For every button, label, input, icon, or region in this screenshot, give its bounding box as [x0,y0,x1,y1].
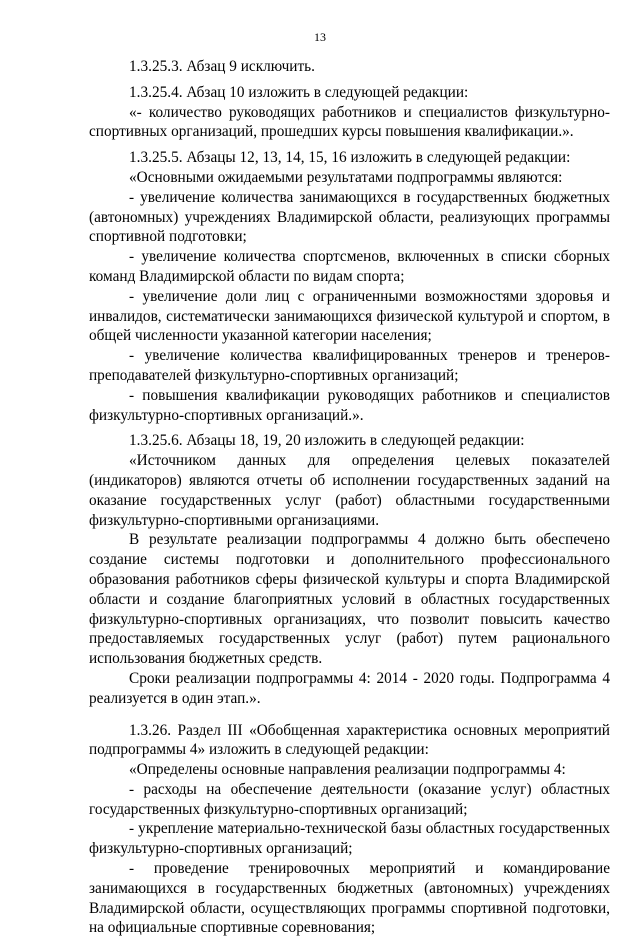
quoted-text: «Источником данных для определения целевых показателей (индикаторов) являются отчеты об исполнении государственных заданий на оказание государственных услуг (работ) областными государственными физкультурно-спортивными организациями. [89,452,610,529]
paragraph-1-3-25-3: 1.3.25.3. Абзац 9 исключить. [129,58,315,75]
list-item: - увеличение доли лиц с ограниченными возможностями здоровья и инвалидов, систематически занимающихся физической культурой и спортом, в общей численности указанной категории населения; [89,287,610,345]
body-paragraph: В результате реализации подпрограммы 4 должно быть обеспечено создание системы подготовки и дополнительного профессионального образования работников сферы физической культуры и спорта Владимирской области и создание благоприятных условий в областных государственных физкультурно-спортивных организациях, что позволит повысить качество предоставляемых государственных услуг (работ) путем рационального использования бюджетных средств. [89,531,610,668]
list-item: - проведение тренировочных мероприятий и командирование занимающихся в государственных бюджетных (автономных) учреждениях Владимирской области, осуществляющих программы спортивной подготовки, на официальные спортивные соревнования; [89,860,610,937]
list-item: - увеличение количества квалифицированных тренеров и тренеров-преподавателей физкультурно-спортивных организаций; [89,347,610,384]
quoted-text: «- количество руководящих работников и специалистов физкультурно-спортивных организаций, прошедших курсы повышения квалификации.». [89,103,610,141]
page-number: 13 [314,30,326,44]
document-body [89,57,610,938]
list-item: - расходы на обеспечение деятельности (оказание услуг) областных государственных физкультурно-спортивных организаций; [89,780,610,818]
quoted-text: «Определены основные направления реализации подпрограммы 4: [129,761,566,779]
list-item: - увеличение количества занимающихся в государственных бюджетных (автономных) учреждениях Владимирской области, реализующих программы спортивной подготовки; [89,188,610,246]
list-item: - укрепление материально-технической базы областных государственных физкультурно-спортивных организаций; [89,820,610,858]
list-item: - повышения квалификации руководящих работников и специалистов физкультурно-спортивных организаций.». [89,386,610,424]
paragraph-1-3-26: 1.3.26. Раздел III «Обобщенная характеристика основных мероприятий подпрограммы 4» изложить в следующей редакции: [89,721,610,759]
paragraph-1-3-25-6: 1.3.25.6. Абзацы 18, 19, 20 изложить в следующей редакции: [129,432,525,450]
body-paragraph: Сроки реализации подпрограммы 4: 2014 - 2020 годы. Подпрограмма 4 реализуется в один этап.». [89,669,610,707]
quoted-text: «Основными ожидаемыми результатами подпрограммы являются: [129,168,563,186]
paragraph-1-3-25-4: 1.3.25.4. Абзац 10 изложить в следующей редакции: [129,83,469,101]
paragraph-1-3-25-5: 1.3.25.5. Абзацы 12, 13, 14, 15, 16 изложить в следующей редакции: [129,149,571,167]
list-item: - увеличение количества спортсменов, включенных в списки сборных команд Владимирской области по видам спорта; [89,248,610,285]
